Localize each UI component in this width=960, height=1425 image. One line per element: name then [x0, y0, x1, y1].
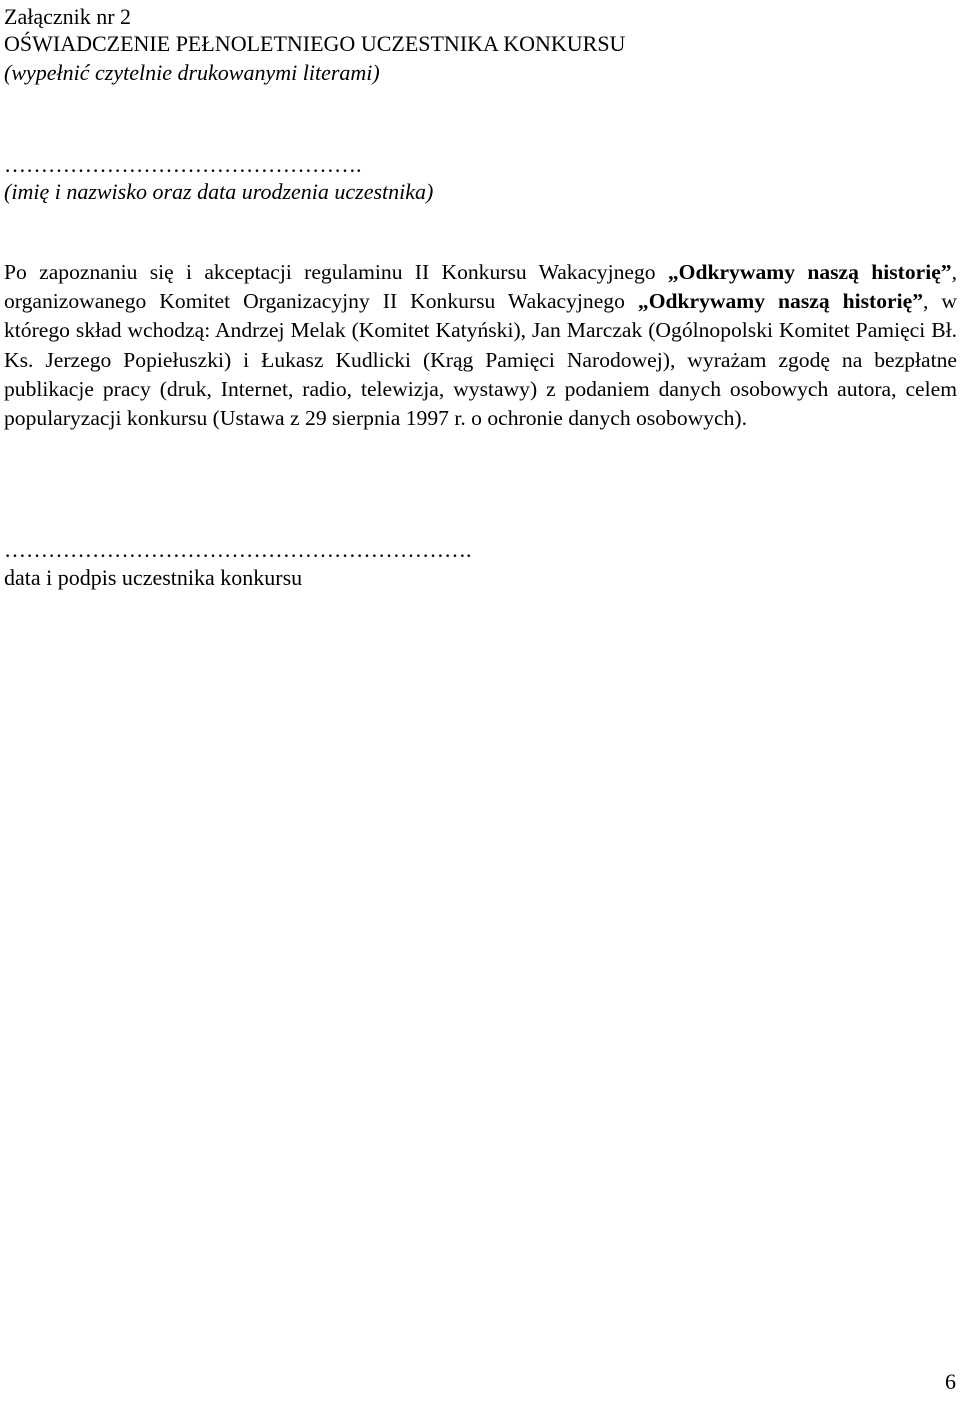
- attachment-label: Załącznik nr 2: [4, 4, 132, 29]
- fill-instruction: (wypełnić czytelnie drukowanymi literami): [4, 60, 380, 85]
- consent-statement: [4, 258, 957, 433]
- statement-intro: Po zapoznaniu się i akceptacji regulaminu II Konkursu Wakacyjnego: [4, 260, 668, 284]
- contest-name: „Odkrywamy naszą historię”: [637, 289, 923, 314]
- signature-caption: data i podpis uczestnika konkursu: [4, 565, 303, 590]
- page-number: 6: [945, 1369, 956, 1394]
- contest-name: „Odkrywamy naszą historię”: [667, 260, 952, 284]
- signature-dotted-line: ……………………………………………………….: [4, 537, 472, 562]
- statement-middle: , organizowanego Komitet Organizacyjny II Konkursu Wakacyjnego: [4, 260, 957, 314]
- participant-dotted-line: ………………………………………….: [4, 152, 362, 177]
- document-title: OŚWIADCZENIE PEŁNOLETNIEGO UCZESTNIKA KONKURSU: [4, 31, 626, 56]
- participant-caption: (imię i nazwisko oraz data urodzenia uczestnika): [4, 179, 434, 204]
- statement-rest: , w którego skład wchodzą: Andrzej Melak (Komitet Katyński), Jan Marczak (Ogólnopolski Komitet Pamięci Bł. Ks. Jerzego Popiełuszki) i Łukasz Kudlicki (Krąg Pamięci Narodowej), wyrażam zgodę na bezpłatne publikacje pracy (druk, Internet, radio, telewizja, wystawy) z podaniem danych osobowych autora, celem popularyzacji konkursu (Ustawa z 29 sierpnia 1997 r. o ochronie danych osobowych).: [4, 289, 957, 431]
